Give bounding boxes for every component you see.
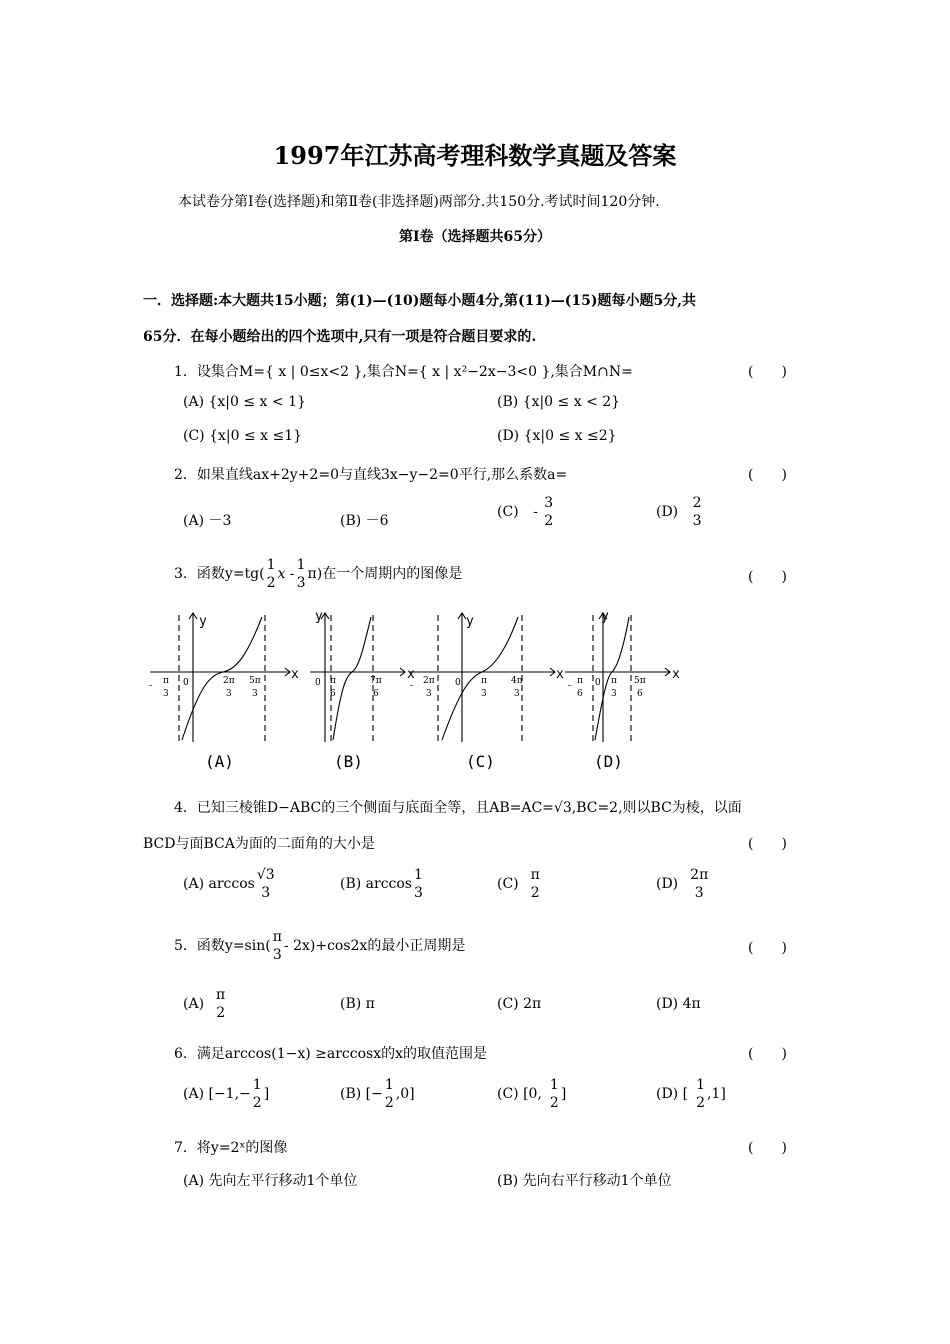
q3-answer-paren: ( ) [748, 569, 787, 585]
q3-f2-num: 1 [296, 557, 306, 573]
q6-b-den: 2 [384, 1095, 394, 1112]
q6-d-post: ,1] [706, 1086, 726, 1103]
graph-c-y-label: y [466, 614, 474, 629]
q4-line1: 4．已知三棱锥D−ABC的三个侧面与底面全等，且AB=AC=√3,BC=2,则以BC为棱，以面 [174, 800, 742, 816]
svg-text:3: 3 [163, 689, 169, 699]
svg-text:3: 3 [426, 689, 432, 699]
graph-a-y-label: y [199, 614, 207, 629]
q1-option-d: (D) {x|0 ≤ x ≤2} [497, 428, 617, 444]
svg-text:5π: 5π [634, 676, 646, 686]
q2-c-den: 2 [544, 513, 554, 530]
q4-line2: BCD与面BCA为面的二面角的大小是 [143, 836, 375, 852]
q6-d-den: 2 [696, 1095, 705, 1112]
q2-option-d [656, 494, 704, 530]
svg-text:3: 3 [226, 689, 232, 699]
svg-text:4π: 4π [511, 676, 523, 686]
q7-option-b: (B) 先向右平行移动1个单位 [497, 1173, 672, 1189]
q7-answer-paren: ( ) [748, 1140, 787, 1156]
q6-option-a [183, 1076, 269, 1112]
q4-option-d [656, 866, 710, 902]
q3-stem-a: 3．函数y=tg( [174, 566, 265, 583]
svg-text:6: 6 [373, 689, 379, 699]
svg-text:7π: 7π [370, 676, 382, 686]
q1-stem: 1．设集合M={ x | 0≤x<2 },集合N={ x | x²−2x−3<0 },集合M∩N= [174, 364, 633, 380]
graph-a [150, 613, 290, 742]
q4-answer-paren: ( ) [748, 836, 787, 852]
graph-d-x-label: x [672, 667, 680, 682]
svg-text:π: π [330, 676, 336, 686]
svg-text:2π: 2π [223, 676, 235, 686]
q5-f-den: 3 [272, 947, 282, 964]
q5-answer-paren: ( ) [748, 940, 787, 956]
q6-answer-paren: ( ) [748, 1046, 787, 1062]
exam-intro: 本试卷分第Ⅰ卷(选择题)和第Ⅱ卷(非选择题)两部分.共150分.考试时间120分钟. [178, 194, 660, 210]
q2-c-num: 3 [544, 495, 554, 511]
q2-answer-paren: ( ) [748, 467, 787, 483]
graph-c-x-label: x [556, 667, 564, 682]
svg-text:π: π [577, 676, 583, 686]
q4-b-num: 1 [414, 867, 423, 883]
q5-f-num: π [272, 929, 282, 945]
q6-d-num: 1 [696, 1077, 705, 1093]
svg-text:0: 0 [315, 678, 321, 688]
q5-option-b: (B) π [340, 996, 375, 1012]
svg-text:π: π [481, 676, 487, 686]
q6-c-den: 2 [549, 1095, 559, 1112]
q5-a-label: (A) [183, 996, 205, 1013]
svg-text:2π: 2π [423, 676, 435, 686]
q5-a-num: π [216, 987, 226, 1003]
svg-text:0: 0 [455, 678, 461, 688]
q6-a-num: 1 [252, 1077, 262, 1093]
q6-option-c [497, 1076, 566, 1112]
q5-a-den: 2 [216, 1005, 226, 1022]
q6-c-post: ] [560, 1086, 567, 1103]
svg-text:3: 3 [252, 689, 258, 699]
q5-stem-a: 5．函数y=sin( [174, 938, 271, 955]
q4-d-label: (D) [656, 876, 679, 893]
q4-c-den: 2 [530, 885, 540, 902]
q4-d-num: 2π [690, 867, 709, 883]
svg-text:6: 6 [577, 689, 583, 699]
svg-text:0: 0 [595, 678, 601, 688]
q3-f1-den: 2 [266, 575, 276, 592]
q4-a-num: √3 [256, 867, 275, 883]
q5-option-c: (C) 2π [497, 996, 542, 1012]
q3-mid: x - [277, 566, 295, 583]
q6-stem: 6．满足arccos(1−x) ≥arccosx的x的取值范围是 [174, 1046, 488, 1062]
q2-option-d-label: (D) [656, 504, 679, 521]
q1-option-b: (B) {x|0 ≤ x < 2} [497, 394, 621, 410]
q6-c-num: 1 [549, 1077, 559, 1093]
q5-option-d: (D) 4π [656, 996, 701, 1012]
graph-a-x-label: x [291, 667, 299, 682]
q4-a-label: (A) arccos [183, 876, 255, 893]
q5-stem-b: - 2x)+cos2x的最小正周期是 [283, 938, 466, 955]
q2-d-num: 2 [692, 495, 702, 511]
page-title: 1997年江苏高考理科数学真题及答案 [273, 141, 677, 170]
q1-answer-paren: ( ) [748, 364, 787, 380]
svg-text:3: 3 [514, 689, 520, 699]
section-heading-line1: 一．选择题:本大题共15小题；第(1)—(10)题每小题4分,第(11)—(15)题每小题5分,共 [143, 293, 697, 309]
q4-option-a [183, 866, 277, 902]
q4-option-b [340, 866, 425, 902]
q4-c-num: π [530, 867, 540, 883]
q4-a-den: 3 [261, 885, 271, 902]
graph-c-label: (C) [466, 752, 495, 771]
svg-text:-: - [410, 681, 414, 691]
graph-b [310, 613, 405, 742]
svg-text:6: 6 [637, 689, 643, 699]
graph-b-x-label: x [407, 667, 415, 682]
q6-b-post: ,0] [395, 1086, 415, 1103]
q2-option-c-label: (C) [497, 504, 519, 521]
q5-stem [174, 928, 465, 964]
graph-d-label: (D) [594, 752, 623, 771]
q1-option-a: (A) {x|0 ≤ x < 1} [183, 394, 306, 410]
q3-graphs [145, 605, 680, 750]
q6-option-b [340, 1076, 415, 1112]
q3-f2-den: 3 [296, 575, 306, 592]
q2-stem: 2．如果直线ax+2y+2=0与直线3x−y−2=0平行,那么系数a= [174, 467, 568, 483]
q4-c-label: (C) [497, 876, 519, 893]
q4-option-c [497, 866, 542, 902]
q6-d-pre: (D) [ [656, 1086, 689, 1103]
q2-option-a: (A) －3 [183, 513, 232, 529]
part-title: 第Ⅰ卷（选择题共65分） [398, 229, 552, 245]
svg-text:-: - [149, 681, 153, 691]
q6-b-pre: (B) [− [340, 1086, 383, 1103]
svg-text:π: π [163, 676, 169, 686]
q1-option-c: (C) {x|0 ≤ x ≤1} [183, 428, 303, 444]
q5-option-a [183, 986, 227, 1022]
svg-text:π: π [611, 676, 617, 686]
svg-text:3: 3 [481, 689, 487, 699]
q6-a-pre: (A) [−1,− [183, 1086, 251, 1103]
graph-b-y-label: y [315, 609, 323, 624]
q2-option-c [497, 494, 555, 530]
graph-a-label: (A) [205, 752, 234, 771]
q7-stem: 7．将y=2ˣ的图像 [174, 1140, 288, 1156]
section-heading-line2: 65分．在每小题给出的四个选项中,只有一项是符合题目要求的. [143, 329, 537, 345]
q6-option-d [656, 1076, 726, 1112]
svg-text:5π: 5π [249, 676, 261, 686]
q3-stem [174, 556, 462, 592]
q6-b-num: 1 [384, 1077, 394, 1093]
q4-b-label: (B) arccos [340, 876, 412, 893]
q6-c-pre: (C) [0, [497, 1086, 542, 1103]
q2-option-c-sign: - [533, 504, 538, 521]
svg-text:-: - [568, 681, 572, 691]
svg-text:6: 6 [330, 689, 336, 699]
graph-b-label: (B) [334, 752, 363, 771]
q4-d-den: 3 [694, 885, 704, 902]
svg-text:3: 3 [611, 689, 617, 699]
q2-d-den: 3 [692, 513, 702, 530]
q4-b-den: 3 [414, 885, 423, 902]
q6-a-post: ] [263, 1086, 270, 1103]
q6-a-den: 2 [252, 1095, 262, 1112]
graph-d-y-label: y [601, 609, 609, 624]
q2-option-b: (B) －6 [340, 513, 389, 529]
svg-text:0: 0 [183, 678, 189, 688]
q3-stem-b: π)在一个周期内的图像是 [307, 566, 463, 583]
q3-f1-num: 1 [266, 557, 276, 573]
q7-option-a: (A) 先向左平行移动1个单位 [183, 1173, 358, 1189]
